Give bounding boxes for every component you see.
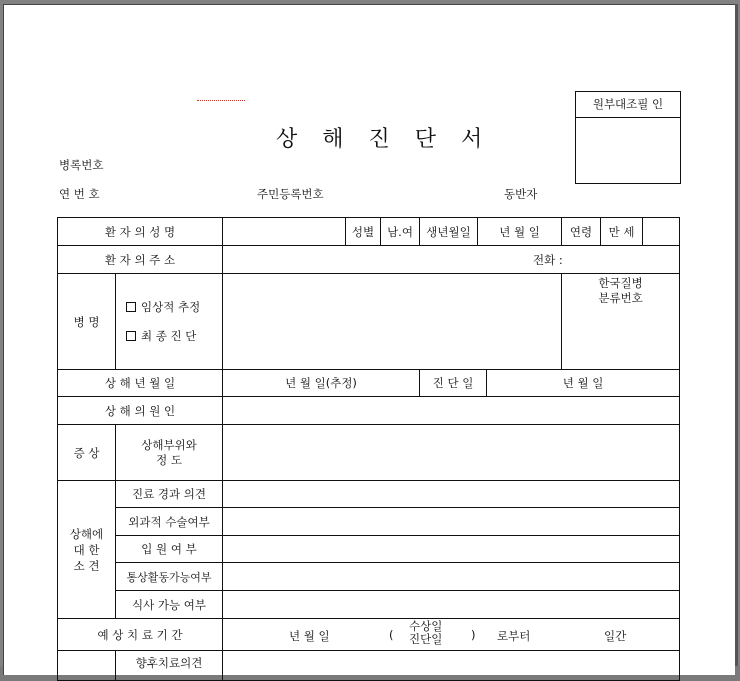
row-daily-life (58, 563, 680, 591)
final-diagnosis-option[interactable] (126, 322, 222, 351)
record-number-label: 병록번호 (59, 158, 104, 172)
row-patient-address (58, 246, 680, 274)
annotation-dotted-line (197, 100, 245, 101)
injury-date-field[interactable]: 년 월 일(추정) (223, 370, 420, 397)
row-disease-name (58, 274, 680, 370)
period-date: 년 월 일 (289, 629, 330, 643)
daily-life-label: 통상활동가능여부 (116, 563, 223, 591)
hospitalization-label: 입 원 여 부 (116, 536, 223, 563)
row-injury-cause (58, 397, 680, 425)
row-injury-date (58, 370, 680, 397)
clinical-estimate-option[interactable] (126, 293, 222, 322)
disease-name-field[interactable] (223, 274, 562, 370)
period-paren-open: ( (389, 628, 394, 642)
period-diag-day: 진단일 (409, 632, 443, 646)
resident-number-label: 주민등록번호 (257, 187, 324, 201)
document-title: 상 해 진 단 서 (276, 127, 492, 152)
sex-value[interactable]: 남.여 (381, 218, 420, 246)
surgery-field[interactable] (223, 508, 680, 536)
injury-certificate-table (57, 217, 680, 681)
age-label: 연령 (562, 218, 601, 246)
opinion-group-label: 상해에 대 한 소 견 (58, 481, 116, 619)
injury-date-label: 상 해 년 월 일 (58, 370, 223, 397)
phone-label: 전화 : (533, 252, 563, 267)
eating-label: 식사 가능 여부 (116, 591, 223, 619)
row-end-spacer (643, 218, 680, 246)
symptoms-label: 증 상 (58, 425, 116, 481)
row-surgery (58, 508, 680, 536)
final-diagnosis-checkbox[interactable] (126, 331, 136, 341)
patient-name-label: 환 자 의 성 명 (58, 218, 223, 246)
row-symptoms (58, 425, 680, 481)
clinical-estimate-label: 임상적 추정 (141, 299, 201, 314)
injury-cause-label: 상 해 의 원 인 (58, 397, 223, 425)
kcd-code-label: 한국질병 분류번호 (562, 274, 680, 370)
period-from-label: 로부터 (497, 629, 531, 643)
period-days-label: 일간 (604, 629, 627, 643)
stamp-box (575, 91, 681, 184)
patient-name-field[interactable] (223, 218, 346, 246)
serial-number-label: 연 번 호 (59, 187, 100, 201)
period-paren-close: ) (471, 628, 476, 642)
diagnosis-date-label: 진 단 일 (420, 370, 487, 397)
disease-name-label: 병 명 (58, 274, 116, 370)
daily-life-field[interactable] (223, 563, 680, 591)
row-patient-name (58, 218, 680, 246)
row-eating (58, 591, 680, 619)
row-treatment-period (58, 619, 680, 651)
clinical-estimate-checkbox[interactable] (126, 302, 136, 312)
stamp-box-label: 원부대조필 인 (576, 92, 680, 118)
surgery-label: 외과적 수술여부 (116, 508, 223, 536)
injury-site-label: 상해부위와 정 도 (116, 425, 223, 481)
hospitalization-field[interactable] (223, 536, 680, 563)
final-diagnosis-label: 최 종 진 단 (141, 328, 197, 343)
birth-date-label: 생년월일 (420, 218, 478, 246)
period-injury-day: 수상일 (409, 619, 443, 633)
row-hospitalization (58, 536, 680, 563)
diagnosis-type-options (116, 274, 223, 370)
treatment-progress-field[interactable] (223, 481, 680, 508)
patient-address-field[interactable] (223, 246, 680, 274)
period-basis (409, 620, 442, 646)
treatment-period-field[interactable] (223, 619, 680, 651)
treatment-progress-label: 진료 경과 의견 (116, 481, 223, 508)
injury-cause-field[interactable] (223, 397, 680, 425)
eating-field[interactable] (223, 591, 680, 619)
sex-label: 성별 (346, 218, 381, 246)
companion-label: 동반자 (504, 187, 538, 201)
injury-site-field[interactable] (223, 425, 680, 481)
row-treatment-progress (58, 481, 680, 508)
treatment-period-label: 예 상 치 료 기 간 (58, 619, 223, 651)
diagnosis-date-field[interactable]: 년 월 일 (487, 370, 680, 397)
age-unit[interactable]: 만 세 (601, 218, 643, 246)
patient-address-label: 환 자 의 주 소 (58, 246, 223, 274)
after-treatment-label: 향후치료의견 (116, 651, 223, 681)
birth-date-field[interactable]: 년 월 일 (478, 218, 562, 246)
